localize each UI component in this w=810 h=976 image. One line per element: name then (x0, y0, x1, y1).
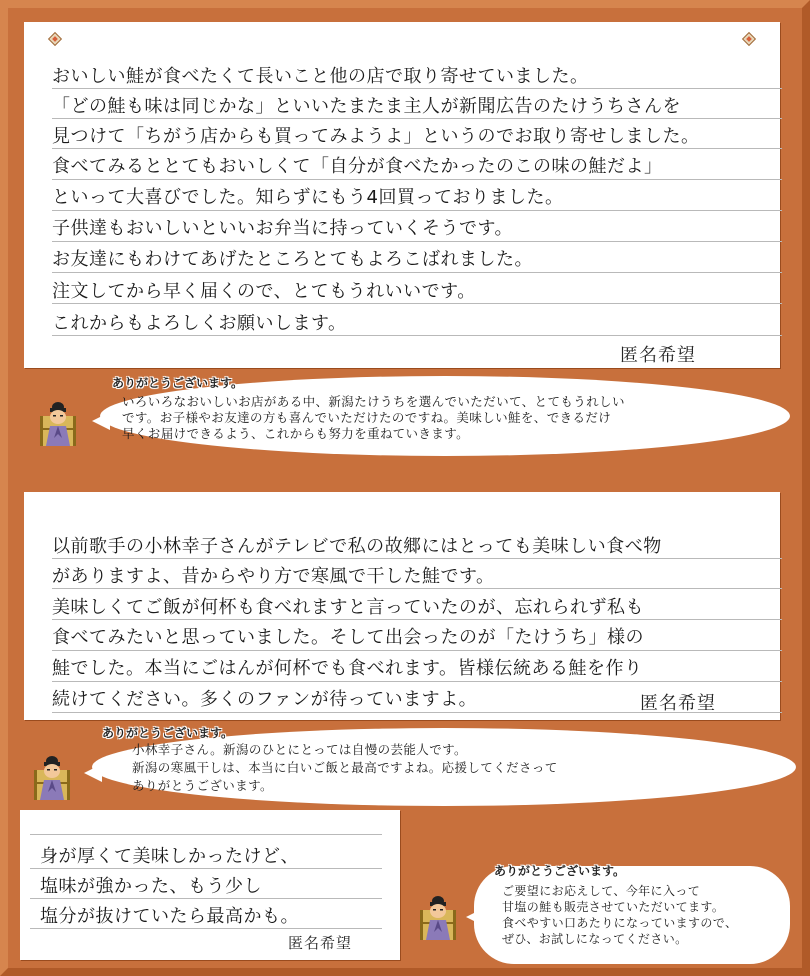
review-line: 続けてください。多くのファンが待っていますよ。 (52, 689, 478, 710)
review-line: 見つけて「ちがう店からも買ってみようよ」というのでお取り寄せしました。 (52, 126, 700, 147)
shop-owner-avatar-icon (416, 892, 460, 942)
review-line: 塩分が抜けていたら最高かも。 (40, 906, 299, 927)
review-line: お友達にもわけてあげたところとてもよろこばれました。 (52, 249, 533, 270)
shop-owner-avatar-icon (30, 752, 74, 802)
rule-line (52, 272, 782, 273)
review-line: がありますよ、昔からやり方で寒風で干した鮭です。 (52, 566, 495, 587)
reply-line: ぜひ、お試しになってください。 (502, 932, 688, 946)
reply-line: です。お子様やお友達の方も喜んでいただけたのですね。美味しい鮭を、できるだけ (122, 410, 612, 425)
review-card-1 (24, 22, 780, 368)
rule-line (52, 88, 782, 89)
review-line: 以前歌手の小林幸子さんがテレビで私の故郷にはとっても美味しい食べ物 (52, 536, 662, 557)
review-line: 注文してから早く届くので、とてもうれいいです。 (52, 281, 476, 302)
reply-heading: ありがとうございます。 (494, 864, 626, 878)
reply-line: ご要望にお応えして、今年に入って (502, 884, 701, 898)
rule-line (52, 179, 782, 180)
reply-line: 新潟の寒風干しは、本当に白いご飯と最高ですよね。応援してくださって (132, 760, 558, 775)
reply-line: 小林幸子さん。新潟のひとにとっては自慢の芸能人です。 (132, 742, 467, 757)
reply-bubble-3 (474, 866, 790, 964)
reply-line: ありがとうございます。 (132, 778, 273, 793)
rule-line (52, 241, 782, 242)
review-line: 食べてみるととてもおいしくて「自分が食べたかったのこの味の鮭だよ」 (52, 156, 663, 177)
rule-line (52, 681, 782, 682)
rule-line (52, 148, 782, 149)
review-line: 子供達もおいしいといいお弁当に持っていくそうです。 (52, 218, 514, 239)
reply-line: 甘塩の鮭も販売させていただいてます。 (502, 900, 725, 914)
review-signature: 匿名希望 (288, 934, 353, 952)
rule-line (30, 928, 382, 929)
rule-line (52, 558, 782, 559)
rule-line (30, 868, 382, 869)
reply-line: 食べやすい口あたりになっていますので、 (502, 916, 738, 930)
reply-heading: ありがとうございます。 (112, 376, 244, 390)
diamond-ornament-icon (742, 32, 756, 46)
review-line: 塩味が強かった、もう少し (40, 876, 262, 897)
review-line: これからもよろしくお願いします。 (52, 313, 347, 334)
review-signature: 匿名希望 (620, 345, 696, 366)
review-line: おいしい鮭が食べたくて長いこと他の店で取り寄せていました。 (52, 66, 589, 87)
reply-line: いろいろなおいしいお店がある中、新潟たけうちを選んでいただいて、とてもうれしい (122, 394, 625, 409)
review-line: 身が厚くて美味しかったけど、 (40, 846, 299, 867)
review-line: 鮭でした。本当にごはんが何杯でも食べれます。皆様伝統ある鮭を作り (52, 658, 643, 679)
rule-line (52, 210, 782, 211)
rule-line (52, 303, 782, 304)
review-signature: 匿名希望 (640, 693, 716, 714)
diamond-ornament-icon (48, 32, 62, 46)
rule-line (52, 118, 782, 119)
review-line: 食べてみたいと思っていました。そして出会ったのが「たけうち」様の (52, 627, 644, 648)
rule-line (52, 335, 782, 336)
rule-line (52, 619, 782, 620)
rule-line (30, 898, 382, 899)
rule-line (52, 650, 782, 651)
review-card-3 (20, 810, 400, 960)
reply-line: 早くお届けできるよう、これからも努力を重ねていきます。 (122, 426, 469, 441)
shop-owner-avatar-icon (36, 398, 80, 448)
rule-line (52, 588, 782, 589)
review-line: 美味しくてご飯が何杯も食べれますと言っていたのが、忘れられず私も (52, 597, 644, 618)
review-card-2 (24, 492, 780, 720)
review-line: 「どの鮭も味は同じかな」といいたまたま主人が新聞広告のたけうちさんを (52, 96, 681, 117)
reply-heading: ありがとうございます。 (102, 726, 234, 740)
rule-line (30, 834, 382, 835)
review-line: といって大喜びでした。知らずにもう4回買っておりました。 (52, 187, 564, 208)
